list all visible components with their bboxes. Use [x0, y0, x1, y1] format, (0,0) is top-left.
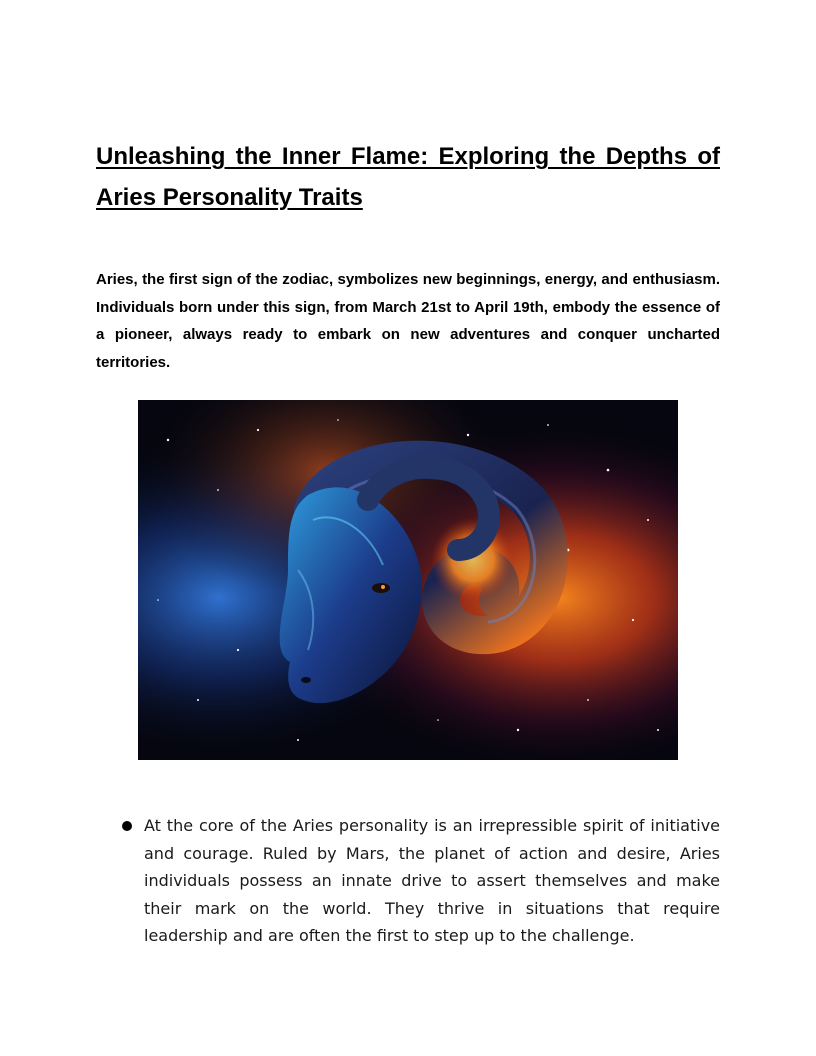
ram-cosmic-illustration-icon	[138, 400, 678, 760]
document-title: Unleashing the Inner Flame: Exploring the Depths of Aries Personality Traits	[96, 143, 720, 211]
aries-ram-image	[138, 400, 678, 760]
list-item-text: At the core of the Aries personality is an irrepressible spirit of initiative and courage. Ruled by Mars, the planet of action and desire, Aries individuals possess an innate drive to assert themselves and make their mark on the world. They thrive in situations that require leadership and are often the first to step up to the challenge.	[144, 816, 720, 945]
list-item	[96, 812, 720, 950]
intro-paragraph: Aries, the first sign of the zodiac, symbolizes new beginnings, energy, and enthusiasm. Individuals born under this sign, from March 21st to April 19th, embody the essence of a pioneer, always ready to embark on new adventures and conquer uncharted territories.	[96, 271, 720, 371]
bullet-list	[96, 812, 720, 950]
bullet-icon	[122, 821, 132, 831]
